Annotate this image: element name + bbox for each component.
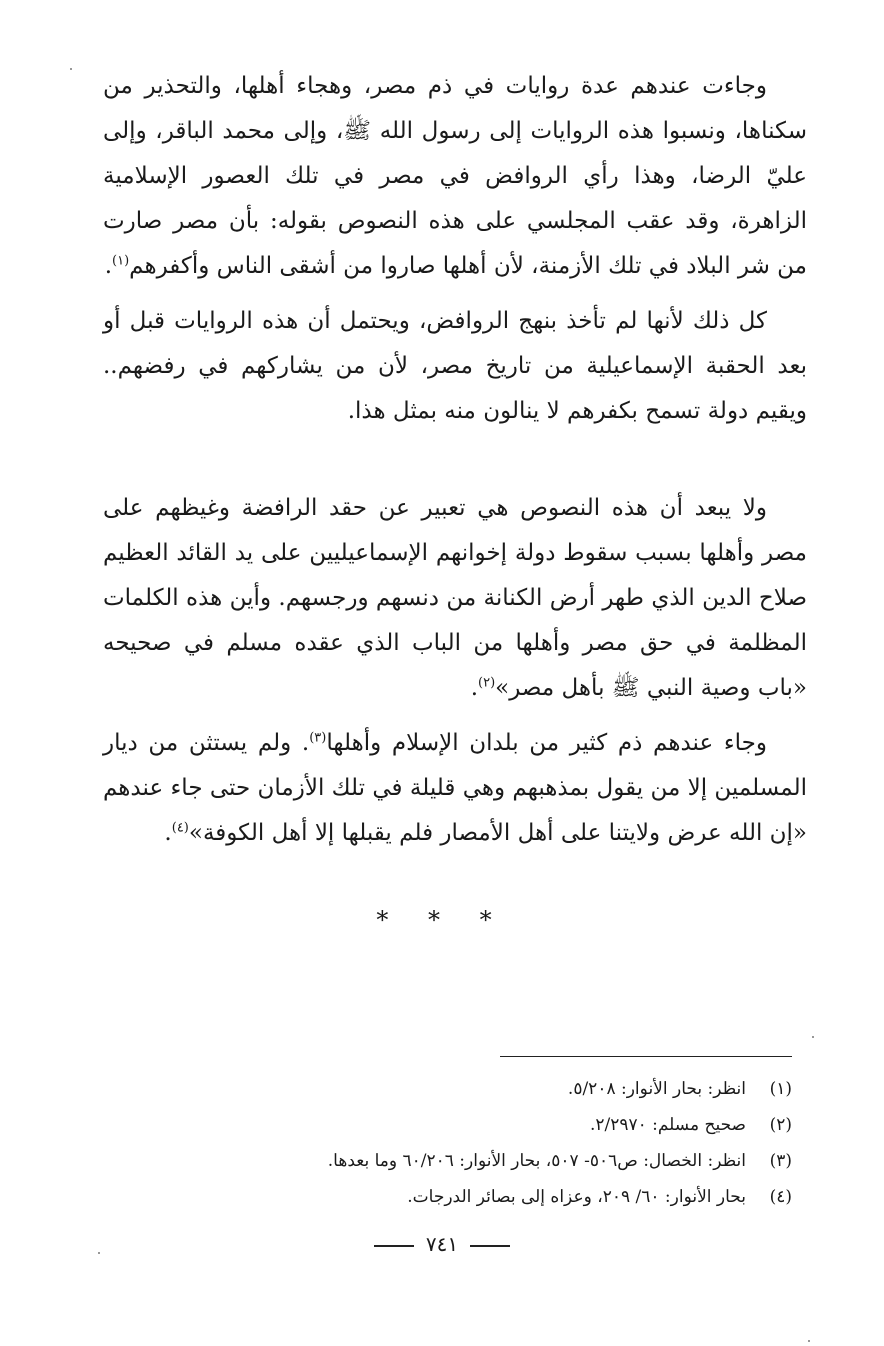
footnote-text: بحار الأنوار: ٦٠/ ٢٠٩، وعزاه إلى بصائر الدرجات. (407, 1187, 746, 1207)
footnote-number: (٢) (769, 1115, 792, 1135)
scan-speck (98, 1252, 100, 1254)
footnote-4 (150, 1179, 792, 1215)
footnote-number: (٣) (769, 1151, 792, 1171)
paragraph-text: وجاءت عندهم عدة روايات في ذم مصر، وهجاء أهلها، والتحذير من سكناها، ونسبوا هذه الروايات إلى رسول الله ﷺ، وإلى محمد الباقر، وإلى عليّ الرضا، وهذا رأي الروافض في مصر في تلك العصور الإسلامية الزاهرة، وقد عقب المجلسي على هذه النصوص بقوله: بأن مصر صارت من شر البلاد في تلك الأزمنة، لأن أهلها صاروا من أشقى الناس وأكفرهم (103, 73, 807, 279)
footnote-text: انظر: بحار الأنوار: ٥/٢٠٨. (567, 1079, 746, 1099)
footnote-marker: (٣) (309, 730, 327, 746)
paragraph-2 (103, 299, 807, 434)
footnote-marker: (٢) (478, 675, 496, 691)
footnote-rule (500, 1056, 792, 1057)
page-number (0, 1232, 884, 1256)
page-number-text: ٧٤١ (425, 1232, 459, 1256)
footnote-marker: (٤) (171, 820, 189, 836)
paragraph-text: . (164, 820, 172, 846)
paragraph-text: . (104, 253, 113, 279)
page-number-dash (374, 1245, 414, 1247)
main-text (103, 64, 807, 856)
paragraph-4 (103, 721, 807, 856)
footnote-text: انظر: الخصال: ص٥٠٦- ٥٠٧، بحار الأنوار: ٦٠/٢٠٦ وما بعدها. (327, 1151, 746, 1171)
page-number-dash (470, 1245, 510, 1247)
paragraph-text: وجاء عندهم ذم كثير من بلدان الإسلام وأهلها (326, 730, 767, 756)
footnotes (150, 1071, 792, 1215)
paragraph-text: . ولم يستثن من ديار المسلمين إلا من يقول بمذهبهم وهي قليلة في تلك الأزمان حتى جاء عندهم «إن الله عرض ولايتنا على أهل الأمصار فلم يقبلها إلا أهل الكوفة» (103, 730, 807, 846)
footnote-marker: (١) (112, 253, 130, 269)
paragraph-text: ولا يبعد أن هذه النصوص هي تعبير عن حقد الرافضة وغيظهم على مصر وأهلها بسبب سقوط دولة إخوانهم الإسماعيليين على يد القائد العظيم صلاح الدين الذي طهر أرض الكنانة من دنسهم ورجسهم. وأين هذه الكلمات المظلمة في حق مصر وأهلها من الباب الذي عقده مسلم في صحيحه «باب وصية النبي ﷺ بأهل مصر» (103, 495, 807, 701)
footnote-1 (150, 1071, 792, 1107)
footnote-2 (150, 1107, 792, 1143)
scan-speck (70, 68, 72, 70)
footnote-number: (٤) (769, 1187, 792, 1207)
scan-speck (812, 1036, 814, 1038)
footnote-text: صحيح مسلم: ٢/٢٩٧٠. (589, 1115, 746, 1135)
section-separator: * * * (376, 906, 508, 934)
paragraph-3 (103, 486, 807, 711)
footnote-number: (١) (769, 1079, 792, 1099)
paragraph-text: كل ذلك لأنها لم تأخذ بنهج الروافض، ويحتمل أن هذه الروايات قبل أو بعد الحقبة الإسماعيلية من تاريخ مصر، لأن من يشاركهم في رفضهم.. ويقيم دولة تسمح بكفرهم لا ينالون منه بمثل هذا. (103, 308, 807, 424)
scan-speck (808, 1340, 810, 1342)
paragraph-1 (103, 64, 807, 289)
paragraph-text: . (470, 675, 479, 701)
footnote-3 (150, 1143, 792, 1179)
